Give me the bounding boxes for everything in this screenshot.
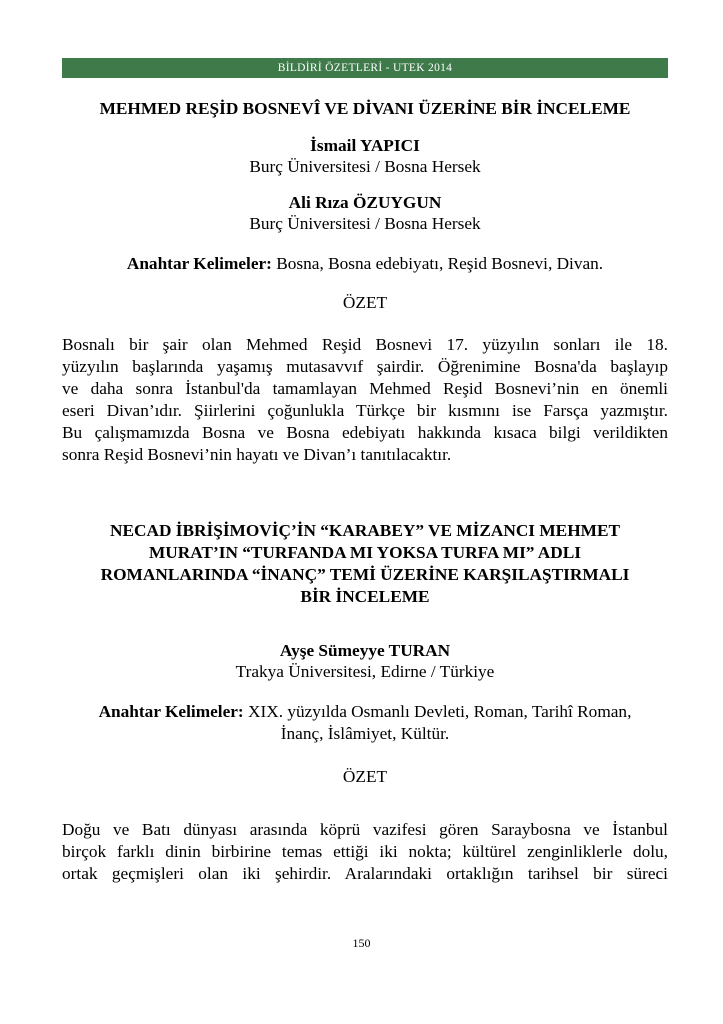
author-affiliation: Trakya Üniversitesi, Edirne / Türkiye xyxy=(235,661,495,681)
abstract-line: birçok farklı dinin birbirine temas ettiği iki nokta; kültürel zenginliklerle dolu, xyxy=(62,842,668,861)
keywords-text: Bosna, Bosna edebiyatı, Reşid Bosnevi, Divan. xyxy=(276,254,604,273)
abstract-line: yüzyılın başlarında yaşamış mutasavvıf şairdir. Öğrenimine Bosna'da başlayıp xyxy=(62,357,668,376)
abstract-line: Bosnalı bir şair olan Mehmed Reşid Bosnevi 17. yüzyılın sonları ile 18. xyxy=(62,335,668,354)
title-line: MURAT’IN “TURFANDA MI YOKSA TURFA MI” ADLI xyxy=(148,543,582,562)
keywords-text: XIX. yüzyılda Osmanlı Devleti, Roman, Tarihî Roman, xyxy=(248,702,632,721)
author-name: Ayşe Sümeyye TURAN xyxy=(279,641,451,660)
abstract-line: ortak geçmişleri olan iki şehirdir. Aralarındaki ortaklığın tarihsel bir süreci xyxy=(62,864,668,883)
paper1-keywords xyxy=(62,253,668,275)
author-affiliation: Burç Üniversitesi / Bosna Hersek xyxy=(249,156,481,176)
paper2-keywords xyxy=(62,701,668,745)
abstract-line: ve daha sonra İstanbul'da tamamlayan Mehmed Reşid Bosnevi’nin en önemli xyxy=(62,379,668,398)
paper2-ozet-heading: ÖZET xyxy=(342,767,388,786)
page xyxy=(62,58,668,885)
keywords-text-continued: İnanç, İslâmiyet, Kültür. xyxy=(280,724,450,743)
paper1-abstract xyxy=(62,334,668,466)
abstract-line: eseri Divan’ıdır. Şiirlerini çoğunlukla Türkçe bir kısmını ise Farsça yazmıştır. xyxy=(62,401,668,420)
keywords-label: Anahtar Kelimeler: xyxy=(98,702,244,721)
author-name: Ali Rıza ÖZUYGUN xyxy=(288,193,442,212)
paper2-author xyxy=(62,641,668,682)
paper2-abstract xyxy=(62,819,668,885)
author-affiliation: Burç Üniversitesi / Bosna Hersek xyxy=(249,213,481,233)
paper1-author-1 xyxy=(62,136,668,177)
title-line: NECAD İBRİŞİMOVİÇ’İN “KARABEY” VE MİZANCI MEHMET xyxy=(110,521,620,540)
title-line: ROMANLARINDA “İNANÇ” TEMİ ÜZERİNE KARŞILAŞTIRMALI xyxy=(100,565,630,584)
page-number: 150 xyxy=(352,936,371,950)
abstract-line: Bu çalışmamızda Bosna ve Bosna edebiyatı hakkında kısaca bilgi verildikten xyxy=(62,423,668,442)
running-header: BİLDİRİ ÖZETLERİ - UTEK 2014 xyxy=(62,58,668,78)
author-name: İsmail YAPICI xyxy=(310,136,420,155)
paper1-author-2 xyxy=(62,193,668,234)
abstract-line: Doğu ve Batı dünyası arasında köprü vazifesi gören Saraybosna ve İstanbul xyxy=(62,820,668,839)
paper1-ozet-heading: ÖZET xyxy=(342,293,388,312)
paper1-title: MEHMED REŞİD BOSNEVÎ VE DİVANI ÜZERİNE BİR İNCELEME xyxy=(99,99,631,118)
keywords-label: Anahtar Kelimeler: xyxy=(126,254,272,273)
title-line: BİR İNCELEME xyxy=(300,587,430,606)
abstract-line: sonra Reşid Bosnevi’nin hayatı ve Divan’ı tanıtılacaktır. xyxy=(62,445,452,464)
paper2-title xyxy=(62,520,668,608)
